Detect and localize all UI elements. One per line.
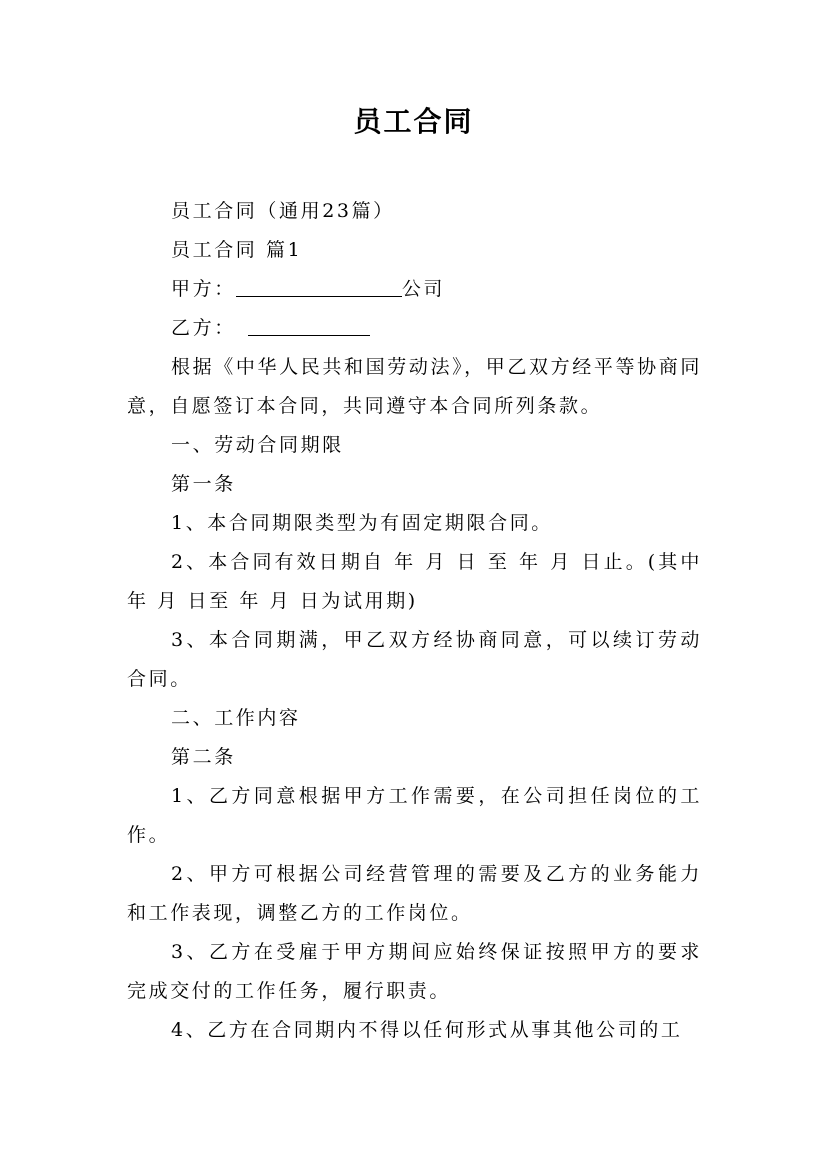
paragraph: 3、本合同期满，甲乙双方经协商同意，可以续订劳动合同。 [127,629,702,690]
paragraph: 1、本合同期限类型为有固定期限合同。 [171,512,553,534]
party-a-label: 甲方： [171,278,236,300]
party-a-blank [236,274,402,297]
clause-heading: 第二条 [171,746,236,768]
party-a-suffix: 公司 [401,278,446,300]
doc-subtitle: 员工合同（通用23篇） [171,200,395,222]
party-b-blank [248,313,370,336]
paragraph: 2、本合同有效日期自 年 月 日 至 年 月 日止。(其中 年 月 日至 年 月 日为试用期) [127,551,702,612]
paragraph: 根据《中华人民共和国劳动法》，甲乙双方经平等协商同意，自愿签订本合同，共同遵守本合同所列条款。 [127,356,702,417]
article-heading: 员工合同 篇1 [171,239,303,261]
paragraph: 4、乙方在合同期内不得以任何形式从事其他公司的工 [171,1019,683,1041]
paragraph: 2、甲方可根据公司经营管理的需要及乙方的业务能力和工作表现，调整乙方的工作岗位。 [127,863,702,924]
party-b-label: 乙方： [171,317,236,339]
paragraph: 1、乙方同意根据甲方工作需要，在公司担任岗位的工作。 [127,785,702,846]
clause-heading: 第一条 [171,473,236,495]
party-b-line [127,309,702,348]
document-title: 员工合同 [353,105,474,138]
section-heading: 二、工作内容 [171,707,301,729]
paragraph: 3、乙方在受雇于甲方期间应始终保证按照甲方的要求完成交付的工作任务，履行职责。 [127,941,702,1002]
section-heading: 一、劳动合同期限 [171,434,344,456]
document-body [127,192,702,1050]
party-a-line [127,270,702,309]
